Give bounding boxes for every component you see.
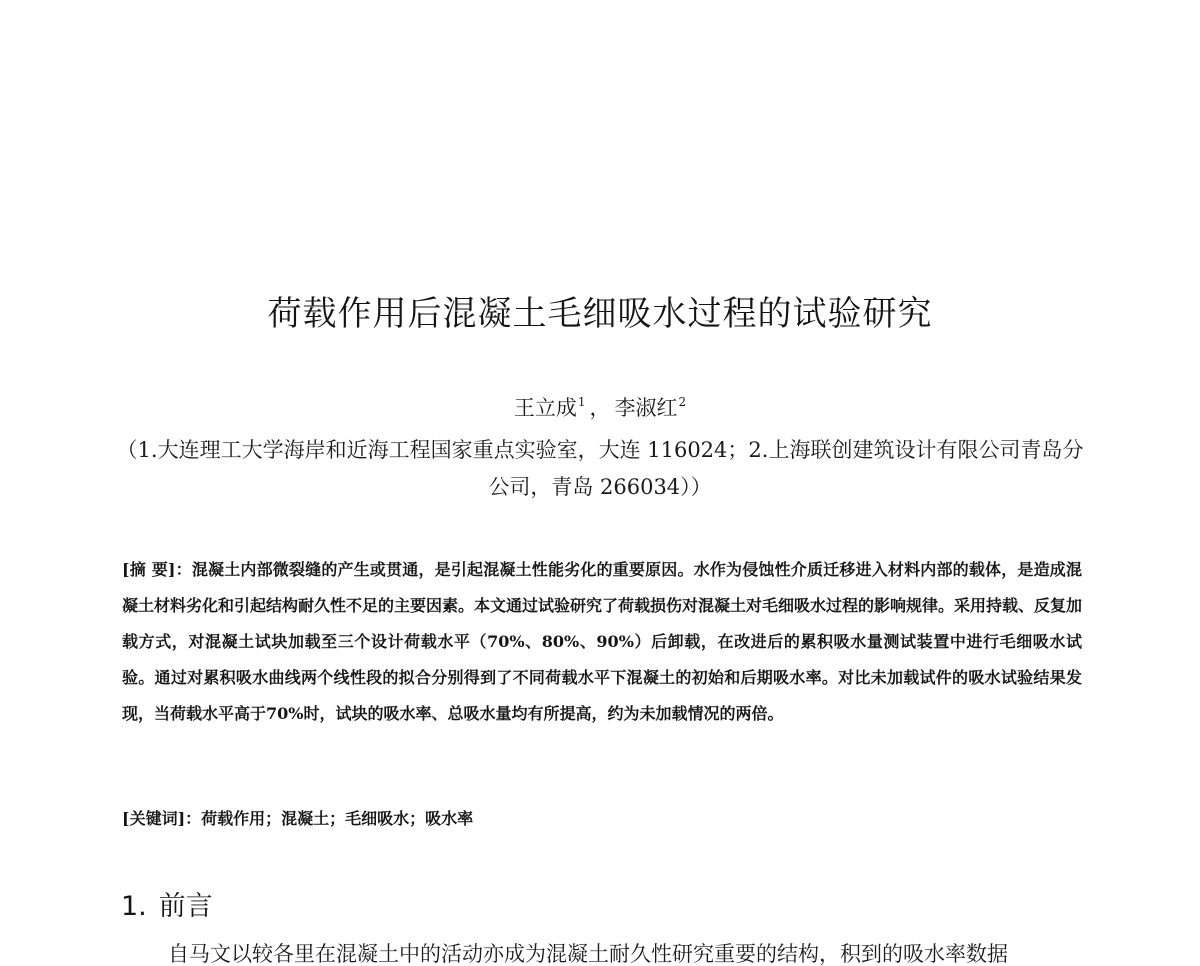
affiliation: （1.大连理工大学海岸和近海工程国家重点实验室，大连 116024；2.上海联创建筑设计有限公司青岛分公司，青岛 266034）） <box>116 438 1084 499</box>
paper-title: 荷载作用后混凝土毛细吸水过程的试验研究 <box>267 294 933 334</box>
section-number: 1. <box>121 891 147 922</box>
author-affiliation-mark: 2 <box>678 395 687 409</box>
author-affiliation-mark: 1 <box>577 395 586 409</box>
keywords-label: [关键词]： <box>122 809 202 828</box>
author-line <box>0 392 1200 422</box>
abstract-text: 混凝土内部微裂缝的产生或贯通，是引起混凝土性能劣化的重要原因。水作为侵蚀性介质迁移进入材料内部的载体，是造成混凝土材料劣化和引起结构耐久性不足的主要因素。本文通过试验研究了荷载损伤对混凝土对毛细吸水过程的影响规律。采用持载、反复加载方式，对混凝土试块加载至三个设计荷载水平（70%、80%、90%）后卸载，在改进后的累积吸水量测试装置中进行毛细吸水试验。通过对累积吸水曲线两个线性段的拟合分别得到了不同荷载水平下混凝土的初始和后期吸水率。对比未加载试件的吸水试验结果发现，当荷载水平高于70%时，试块的吸水率、总吸水量均有所提高，约为未加载情况的两倍。 <box>122 560 1083 723</box>
author-name: 李淑红 <box>614 396 678 420</box>
author-name: 王立成 <box>513 396 577 420</box>
keywords-text: 荷载作用；混凝土；毛细吸水；吸水率 <box>201 809 474 828</box>
section-title: 前言 <box>158 891 213 922</box>
abstract-label: [摘 要]： <box>122 560 192 579</box>
section-heading <box>121 884 213 923</box>
body-text-partial-line: 自马文以较各里在混凝土中的活动亦成为混凝土耐久性研究重要的结构，积到的吸水率数据 <box>168 942 1008 966</box>
author-separator: ， <box>589 396 611 420</box>
abstract <box>122 552 1082 732</box>
keywords <box>122 804 1082 834</box>
